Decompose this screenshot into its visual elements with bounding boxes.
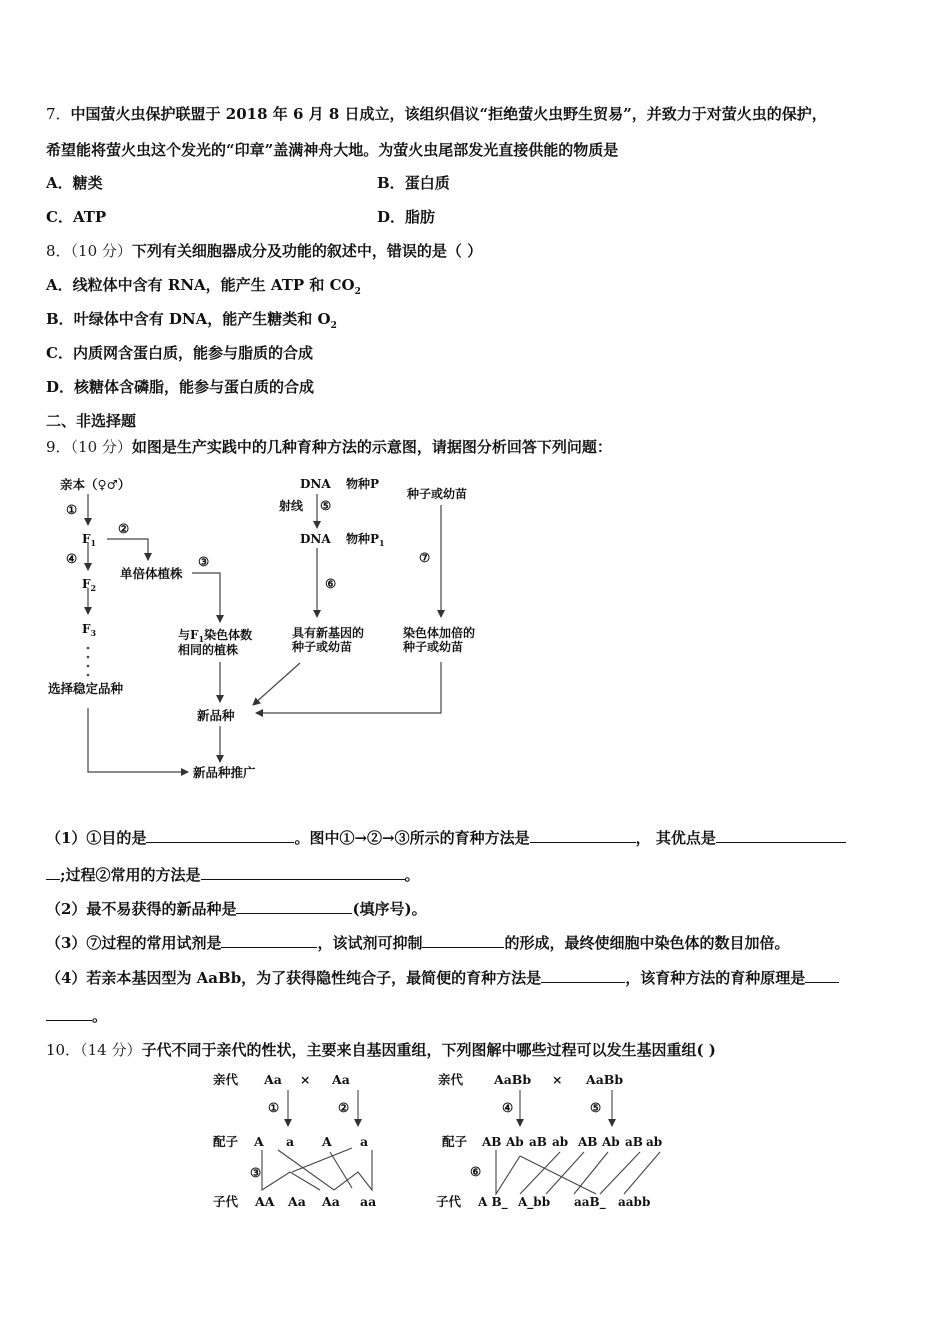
answer-blank[interactable] [46,1006,92,1021]
doubled-line2: 种子或幼苗 [403,640,464,654]
q9-subq-3: （3）⑦过程的常用试剂是 ，该试剂可抑制 的形成，最终使细胞中染色体的数目加倍。 [46,934,790,952]
right-parent-label: 亲代 [438,1072,464,1087]
answer-blank[interactable] [716,828,846,843]
select-stable-label: 选择稳定品种 [48,681,124,696]
left-offspring-label: 子代 [213,1194,239,1209]
seed-label: 种子或幼苗 [407,487,468,501]
gamete: AB [578,1135,598,1149]
same-chrom-line1: 与$F_1$染色体数 [178,628,253,644]
q9-subq-4: （4）若亲本基因型为 AaBb，为了获得隐性纯合子，最简便的育种方法是 ，该育种方法的育种原理是 [46,968,839,988]
gamete: ab [646,1135,663,1149]
step-3-label: ③ [198,554,210,569]
ray-label: 射线 [279,499,304,513]
new-gene-line1: 具有新基因的 [292,626,365,640]
left-cross-symbol: × [300,1072,311,1087]
q8-option-a: A．线粒体中含有 RNA，能产生 ATP 和 $CO_2$ [46,276,361,297]
answer-blank[interactable] [805,968,839,983]
haploid-label: 单倍体植株 [120,566,183,581]
right-offspring-label: 子代 [436,1194,462,1209]
recombination-diagram [0,1060,950,1220]
new-variety-label: 新品种 [197,708,235,723]
gamete: a [360,1134,369,1149]
answer-blank[interactable] [541,968,625,983]
answer-blank[interactable] [221,933,317,948]
offspring: aa [360,1194,377,1209]
gamete: A [254,1134,264,1149]
doubled-line1: 染色体加倍的 [403,626,476,640]
answer-blank[interactable] [201,865,405,880]
section-title: 二、非选择题 [46,412,137,430]
new-gene-line2: 种子或幼苗 [292,640,353,654]
answer-blank[interactable] [530,828,636,843]
left-gamete-label: 配子 [213,1134,239,1149]
step-3-label: ③ [250,1165,262,1180]
same-chrom-line2: 相同的植株 [178,643,239,657]
ellipsis-dot [87,665,90,668]
q8-stem: 8．（10 分）下列有关细胞器成分及功能的叙述中，错误的是（ ） [46,242,483,260]
step-4-label: ④ [502,1100,514,1115]
gamete: AB [482,1135,502,1149]
offspring: Aa [322,1194,340,1209]
q7-stem-line2: 希望能将萤火虫这个发光的“印章”盖满神舟大地。为萤火虫尾部发光直接供能的物质是 [46,141,619,159]
f3-label: $F_3$ [82,622,97,638]
step-6-label: ⑥ [470,1164,482,1179]
q7-number: 7． [46,105,71,123]
dna-label-2: DNA [300,532,331,546]
q7-option-a: A．糖类 [46,174,103,192]
step-5-label: ⑤ [590,1100,602,1115]
right-parent-1: AaBb [494,1072,532,1087]
promote-label: 新品种推广 [193,765,256,780]
left-parent-1: Aa [264,1072,282,1087]
answer-blank[interactable] [422,933,504,948]
dna-label-1: DNA [300,477,331,491]
species-p-label: 物种P [346,477,380,491]
offspring: AA [255,1194,275,1209]
q7-option-d: D．脂肪 [377,208,436,226]
q7-option-b: B．蛋白质 [377,174,450,192]
ellipsis-dot [87,647,90,650]
step-4-label: ④ [66,551,78,566]
q7-option-c: C．ATP [46,208,107,226]
q9-stem: 9．（10 分）如图是生产实践中的几种育种方法的示意图，请据图分析回答下列问题： [46,438,612,456]
step-5-label: ⑤ [320,498,332,513]
right-gamete-label: 配子 [442,1134,468,1149]
gamete: A [322,1134,332,1149]
gamete: Ab [506,1135,524,1149]
f1-label: $F_1$ [82,532,97,548]
q8-option-c: C．内质网含蛋白质，能参与脂质的合成 [46,344,313,362]
offspring: aaB_ [574,1195,606,1209]
gamete: ab [552,1135,569,1149]
offspring: Aa [288,1194,306,1209]
q8-option-b: B．叶绿体中含有 DNA，能产生糖类和 $O_2$ [46,310,337,331]
offspring: aabb [618,1195,651,1209]
left-parent-label: 亲代 [213,1072,239,1087]
q7-stem-line1: 7．中国萤火虫保护联盟于 2018 年 6 月 8 日成立，该组织倡议“拒绝萤火虫野生贸易”，并致力于对萤火虫的保护， [46,105,827,123]
q8-option-d: D．核糖体含磷脂，能参与蛋白质的合成 [46,378,315,396]
step-2-label: ② [118,521,130,536]
f2-label: $F_2$ [82,577,97,593]
answer-blank[interactable] [146,828,294,843]
step-1-label: ① [268,1100,280,1115]
parent-label: 亲本（♀♂） [60,477,131,492]
species-p1-label: 物种$P_1$ [346,532,385,548]
gamete: aB [625,1135,643,1149]
step-7-label: ⑦ [419,550,431,565]
gamete: a [286,1134,295,1149]
q9-subq-2: （2）最不易获得的新品种是 (填序号)。 [46,900,427,918]
q9-subq-1: （1）①目的是 。图中①→②→③所示的育种方法是 ， 其优点是 [46,828,846,848]
offspring: A B_ [478,1195,508,1209]
q8-points: （10 分） [70,242,132,260]
step-2-label: ② [338,1100,350,1115]
answer-blank[interactable] [46,865,60,880]
step-6-label: ⑥ [325,576,337,591]
right-cross-symbol: × [552,1072,563,1087]
right-parent-2: AaBb [586,1072,624,1087]
offspring: A_bb [518,1195,551,1209]
q10-stem: 10．（14 分）子代不同于亲代的性状，主要来自基因重组，下列图解中哪些过程可以发生基因重组( ) [46,1041,716,1059]
gamete: Ab [602,1135,620,1149]
ellipsis-dot [87,656,90,659]
q9-subq-1-cont: ;过程②常用的方法是 。 [46,865,420,885]
ellipsis-dot [87,674,90,677]
q9-subq-4-cont: 。 [46,1006,107,1026]
gamete: aB [529,1135,547,1149]
step-1-label: ① [66,502,78,517]
answer-blank[interactable] [236,899,352,914]
left-parent-2: Aa [332,1072,350,1087]
